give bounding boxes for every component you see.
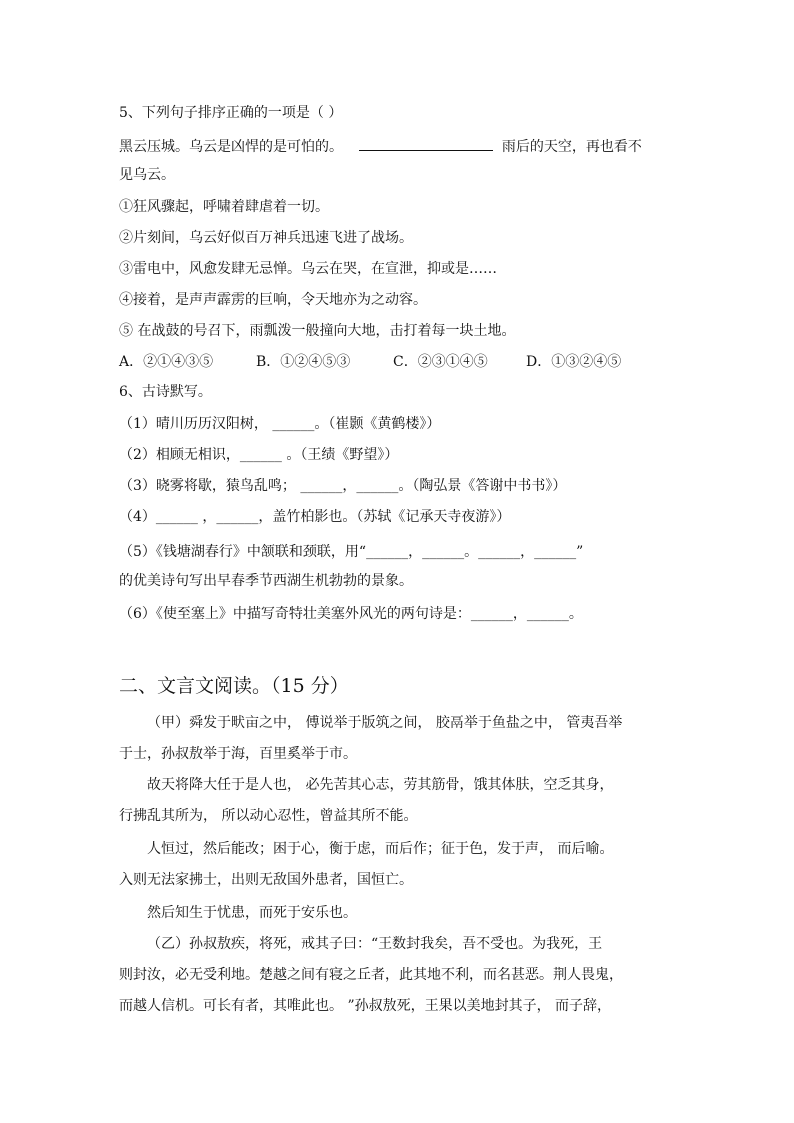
passage-p4: 然后知生于忧患，而死于安乐也。 bbox=[147, 905, 357, 921]
q6-item-6: （6）《使至塞上》中描写奇特壮美塞外风光的两句诗是：______，______。 bbox=[119, 606, 583, 622]
q5-choice-b[interactable]: B．①②④⑤③ bbox=[256, 354, 351, 370]
q5-option-3: ③雷电中，风愈发肆无忌惮。乌云在哭，在宣泄，抑或是…… bbox=[119, 261, 497, 277]
q5-answer-blank[interactable] bbox=[359, 136, 493, 151]
q6-item-5a: （5）《钱塘湖春行》中颔联和颈联，用“______，______。______，______” bbox=[119, 544, 584, 560]
q5-option-2: ②片刻间，乌云好似百万神兵迅速飞进了战场。 bbox=[119, 230, 413, 246]
q5-title: 5、下列句子排序正确的一项是（ ） bbox=[119, 105, 343, 121]
q6-title: 6、古诗默写。 bbox=[119, 384, 212, 400]
passage-jia-line2: 于士，孙叔敖举于海，百里奚举于市。 bbox=[119, 746, 357, 762]
passage-yi-line2: 则封汝，必无受利地。楚越之间有寝之丘者，此其地不利，而名甚恶。荆人畏鬼， bbox=[119, 967, 623, 983]
q5-choice-c[interactable]: C．②③①④⑤ bbox=[393, 354, 488, 370]
q5-option-5: ⑤ 在战鼓的号召下，雨瓢泼一般撞向大地，击打着每一块土地。 bbox=[119, 323, 516, 339]
q5-stem-line1 bbox=[119, 136, 642, 157]
q5-stem-a: 黑云压城。乌云是凶悍的是可怕的。 bbox=[119, 139, 343, 155]
passage-yi-line3: 而越人信机。可长有者，其唯此也。 ”孙叔敖死，王果以美地封其子， 而子辞， bbox=[119, 998, 612, 1014]
passage-jia-line1: （甲）舜发于畎亩之中， 傅说举于版筑之间， 胶鬲举于鱼盐之中， 管夷吾举 bbox=[147, 715, 623, 731]
q5-choice-a[interactable]: A．②①④③⑤ bbox=[119, 354, 214, 370]
q5-stem-c: 见乌云。 bbox=[119, 167, 175, 183]
q5-choice-d[interactable]: D．①③②④⑤ bbox=[526, 354, 622, 370]
passage-yi-line1: （乙）孙叔敖疾，将死，戒其子曰：“王数封我矣，吾不受也。为我死，王 bbox=[147, 936, 603, 952]
section-heading: 二、文言文阅读。（15 分） bbox=[119, 675, 349, 697]
q5-option-4: ④接着，是声声霹雳的巨响，令天地亦为之动容。 bbox=[119, 292, 427, 308]
q6-item-3: （3）晓雾将歇，猿鸟乱鸣； ______，______。（陶弘景《答谢中书书》） bbox=[119, 478, 567, 494]
q6-item-5b: 的优美诗句写出早春季节西湖生机勃勃的景象。 bbox=[119, 573, 413, 589]
q5-option-1: ①狂风骤起，呼啸着肆虐着一切。 bbox=[119, 199, 329, 215]
q6-item-1: （1）晴川历历汉阳树， ______。（崔颢《黄鹤楼》） bbox=[119, 416, 441, 432]
passage-p2-line2: 行拂乱其所为， 所以动心忍性，曾益其所不能。 bbox=[119, 808, 418, 824]
passage-p3-line2: 入则无法家拂士，出则无敌国外患者，国恒亡。 bbox=[119, 872, 413, 888]
passage-p3-line1: 人恒过，然后能改；困于心，衡于虑，而后作；征于色，发于声， 而后喻。 bbox=[147, 841, 614, 857]
passage-p2-line1: 故天将降大任于是人也， 必先苦其心志，劳其筋骨，饿其体肤，空乏其身， bbox=[147, 777, 614, 793]
q5-stem-b: 雨后的天空，再也看不 bbox=[501, 139, 642, 155]
q6-item-4: （4）______ ，______，盖竹柏影也。（苏轼《记承天寺夜游》） bbox=[119, 509, 511, 525]
q6-item-2: （2）相顾无相识，______ 。（王绩《野望》） bbox=[119, 447, 399, 463]
